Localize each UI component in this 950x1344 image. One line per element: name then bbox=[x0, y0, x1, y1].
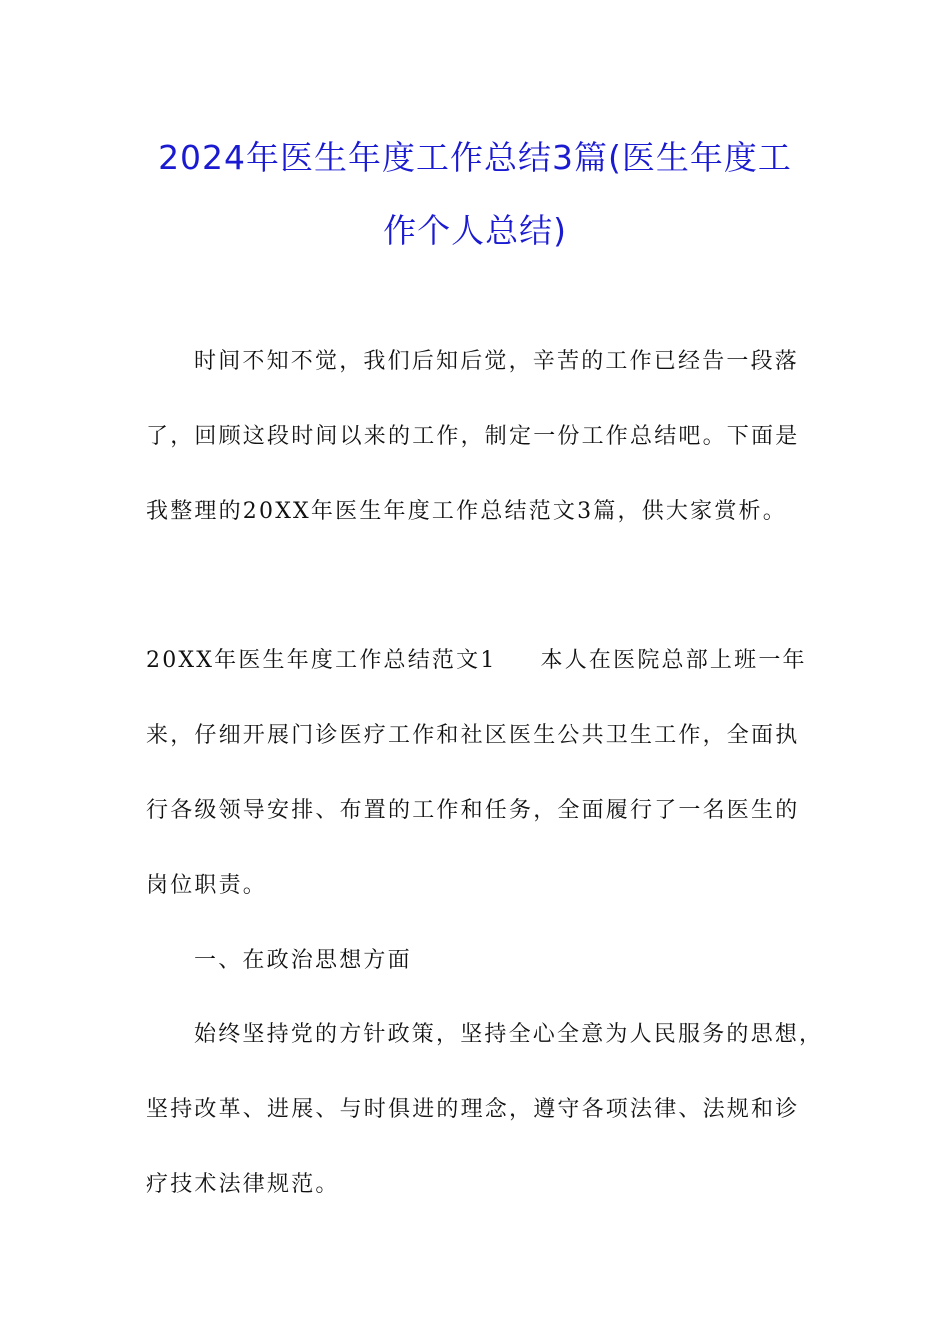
intro-line-1: 时间不知不觉，我们后知后觉，辛苦的工作已经告一段落 bbox=[194, 349, 800, 374]
subsection-1-heading: 一、在政治思想方面 bbox=[194, 948, 412, 973]
intro-line-3: 我整理的20XX年医生年度工作总结范文3篇，供大家赏析。 bbox=[146, 499, 787, 524]
section-1-heading: 20XX年医生年度工作总结范文1 bbox=[146, 648, 497, 673]
section-1-line-2: 来，仔细开展门诊医疗工作和社区医生公共卫生工作，全面执 bbox=[146, 723, 800, 748]
intro-line-2: 了，回顾这段时间以来的工作，制定一份工作总结吧。下面是 bbox=[146, 424, 800, 449]
section-1-line-1: 本人在医院总部上班一年 bbox=[540, 648, 807, 673]
subsection-1-line-3: 疗技术法律规范。 bbox=[146, 1172, 340, 1197]
section-1-first-line bbox=[146, 643, 807, 674]
document-title-line-1: 2024年医生年度工作总结3篇(医生年度工 bbox=[158, 138, 792, 177]
subsection-1-line-2: 坚持改革、进展、与时俱进的理念，遵守各项法律、法规和诊 bbox=[146, 1097, 800, 1122]
section-1-line-4: 岗位职责。 bbox=[146, 873, 268, 898]
section-1-line-3: 行各级领导安排、布置的工作和任务，全面履行了一名医生的 bbox=[146, 798, 800, 823]
subsection-1-line-1: 始终坚持党的方针政策，坚持全心全意为人民服务的思想， bbox=[194, 1022, 824, 1047]
document-title-line-2: 作个人总结) bbox=[383, 211, 567, 250]
